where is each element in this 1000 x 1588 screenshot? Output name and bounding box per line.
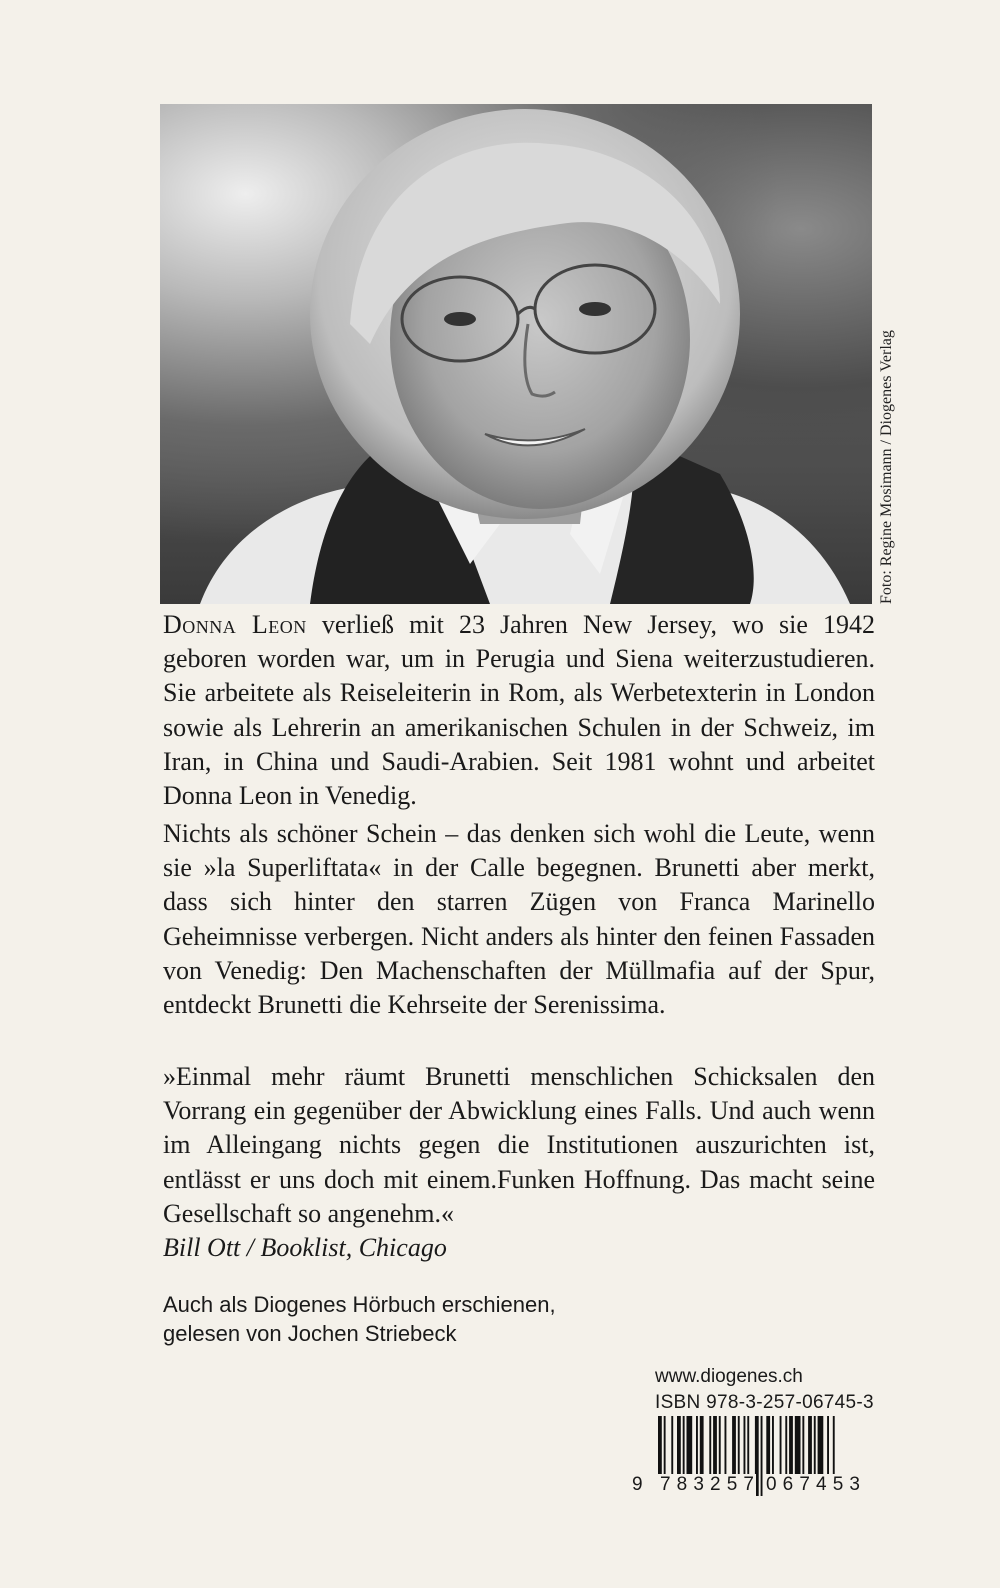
author-portrait-image	[160, 104, 872, 604]
author-biography	[163, 608, 875, 813]
barcode-digit: 8	[676, 1474, 688, 1495]
photo-credit: Foto: Regine Mosimann / Diogenes Verlag	[878, 330, 895, 604]
barcode-digit: 7	[743, 1474, 754, 1495]
barcode-digit: 6	[782, 1474, 794, 1495]
author-name: Donna Leon	[163, 610, 307, 639]
barcode-first-digit: 9	[632, 1474, 643, 1495]
barcode-digit: 7	[660, 1474, 671, 1495]
barcode-digits-group-2	[764, 1474, 862, 1496]
barcode-digit: 5	[726, 1474, 738, 1495]
book-blurb: Nichts als schöner Schein – das denken sich wohl die Leute, wenn sie »la Superliftata« in der Calle begegnen. Brunetti aber merkt, dass sich hinter den starren Zügen von Franca Marinello Geheimnisse verbergen. Nicht anders als hinter den feinen Fassaden von Venedig: Den Machenschaften der Müllmafia auf der Spur, entdeckt Brunetti die Kehrseite der Serenissima.	[163, 819, 875, 1020]
audiobook-line-1: Auch als Diogenes Hörbuch erschienen,	[163, 1292, 556, 1317]
review-source: Bill Ott / Booklist, Chicago	[163, 1233, 447, 1263]
author-photo	[160, 104, 872, 604]
barcode-digit: 3	[693, 1474, 704, 1495]
barcode-digit: 7	[799, 1474, 810, 1495]
publisher-website: www.diogenes.ch	[655, 1366, 803, 1387]
review-text: »Einmal mehr räumt Brunetti menschlichen Schicksalen den Vorrang ein gegenüber der Abwicklung eines Falls. Und auch wenn im Alleingang nichts gegen die Institutionen auszurichten ist, entlässt er uns doch mit einem.Funken Hoffnung. Das macht seine Gesellschaft so angenehm.«	[163, 1062, 875, 1228]
barcode-digits-group-1	[658, 1474, 756, 1496]
audiobook-note	[163, 1290, 556, 1348]
isbn-number: ISBN 978-3-257-06745-3	[655, 1392, 874, 1413]
barcode-digit: 4	[816, 1474, 827, 1495]
barcode-digit: 0	[766, 1474, 777, 1495]
barcode-digit: 2	[710, 1474, 721, 1495]
audiobook-line-2: gelesen von Jochen Striebeck	[163, 1321, 457, 1346]
barcode-digit: 5	[832, 1474, 844, 1495]
biography-text: verließ mit 23 Jahren New Jersey, wo sie 1942 geboren worden war, um in Perugia und Siena weiterzustudieren. Sie arbeitete als Reiseleiterin in Rom, als Werbetexterin in London sowie als Lehrerin an amerikanischen Schulen in der Schweiz, im Iran, in China und Saudi-Arabien. Seit 1981 wohnt und arbeitet Donna Leon in Venedig.	[163, 610, 875, 811]
barcode-bar	[761, 1416, 763, 1496]
barcode-digit: 3	[849, 1474, 860, 1495]
review-quote	[163, 1060, 875, 1265]
